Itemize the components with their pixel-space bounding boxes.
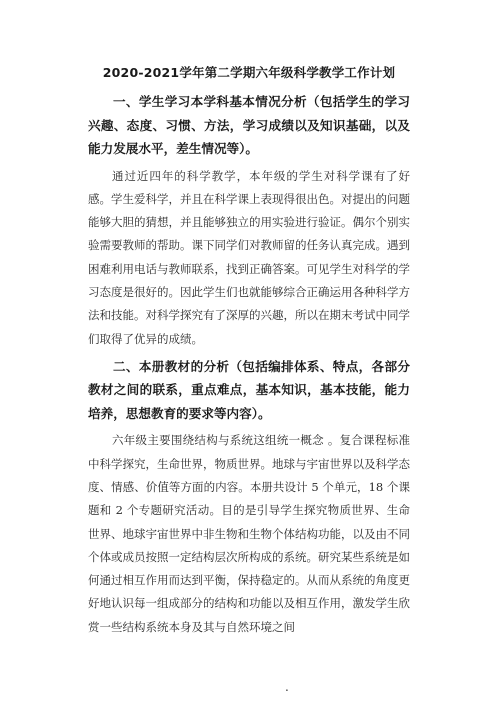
page-marker: . (285, 680, 289, 694)
section-paragraph-1: 通过近四年的科学教学，本年级的学生对科学课有了好感。学生爱科学，并且在科学课上表现得很出色。对提出的问题能够大胆的猜想，并且能够独立的用实验进行验证。偶尔个别实验需要教师的帮助。课下同学们对教师留的任务认真完成。遇到困难利用电话与教师联系，找到正确答案。可见学生对科学的学习态度是很好的。因此学生们也就能够综合正确运用各种科学方法和技能。对科学探究有了深厚的兴趣，所以在期末考试中同学们取得了优异的成绩。 (88, 168, 410, 346)
document-body (88, 62, 410, 643)
section-heading-2: 二、本册教材的分析（包括编排体系、特点，各部分教材之间的联系，重点难点，基本知识，基本技能，能力培养，思想教育的要求等内容）。 (88, 358, 410, 421)
section-paragraph-2: 六年级主要围绕结构与系统这组统一概念 。复合课程标准中科学探究，生命世界，物质世界。地球与宇宙世界以及科学态度、情感、价值等方面的内容。本册共设计 5 个单元，18 个课题和 2 个专题研究活动。目的是引导学生探究物质世界、生命世界、地球宇宙世界中非生物和生物个体结构功能，以及由不同个体或成员按照一定结构层次所构成的系统。研究某些系统是如何通过相互作用而达到平衡，保持稳定的。从而从系统的角度更好地认识每一组成部分的结构和功能以及相互作用，激发学生欣赏一些结构系统本身及其与自然环境之间 (88, 433, 410, 634)
section-heading-1: 一、学生学习本学科基本情况分析（包括学生的学习兴趣、态度、习惯、方法，学习成绩以及知识基础，以及能力发展水平，差生情况等）。 (88, 94, 410, 156)
document-title: 2020-2021学年第二学期六年级科学教学工作计划 (102, 65, 396, 80)
